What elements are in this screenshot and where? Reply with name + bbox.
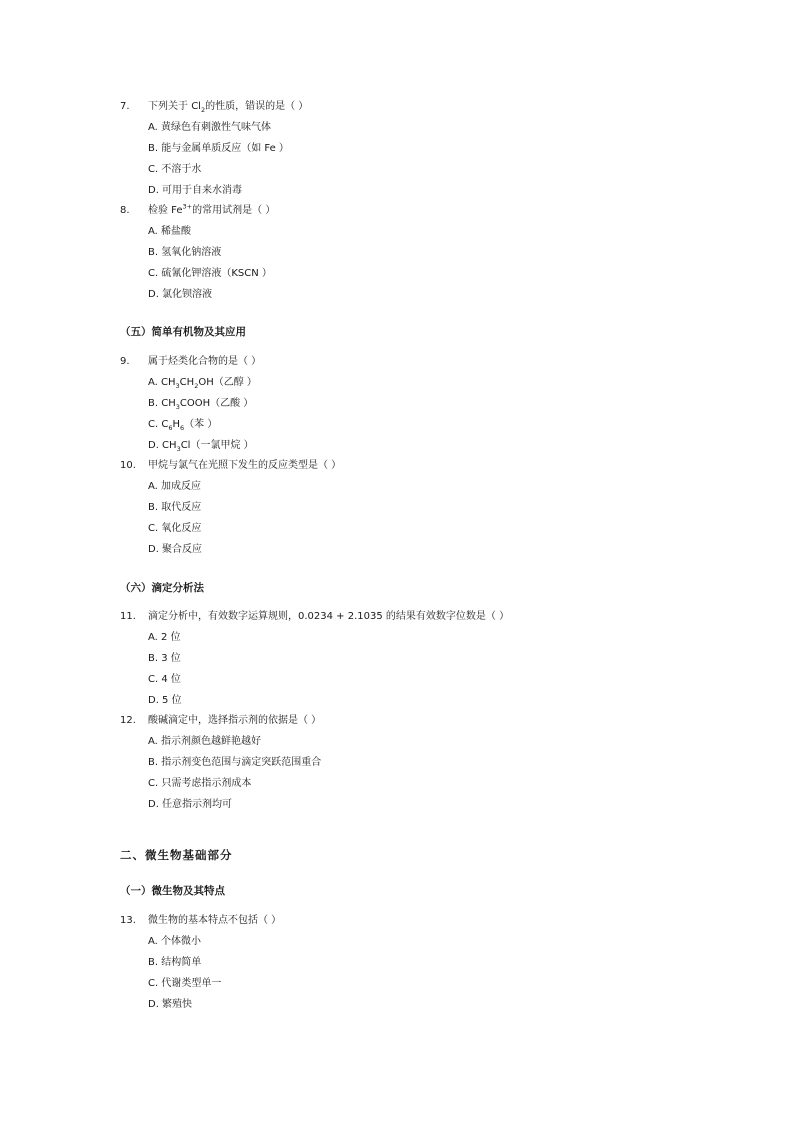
question-number: 9.: [120, 356, 130, 367]
question-stem-part: 的性质，错误的是（ ）: [205, 101, 309, 112]
option-d: D. 可用于自来水消毒: [148, 185, 243, 196]
subscript: 2: [194, 382, 199, 390]
question-8: [120, 204, 275, 218]
subsection-heading: （一）微生物及其特点: [120, 885, 225, 897]
option-b: B. 取代反应: [148, 502, 202, 513]
option-text: （苯 ）: [184, 419, 218, 430]
subscript: 6: [168, 424, 173, 432]
question-stem-part: 的常用试剂是（ ）: [192, 205, 276, 216]
section-heading: 二、微生物基础部分: [120, 848, 233, 862]
option-a: A. 2 位: [148, 632, 181, 643]
option-b: [148, 397, 253, 411]
option-a: [148, 376, 257, 390]
option-d: D. 聚合反应: [148, 544, 203, 555]
option-c: C. 不溶于水: [148, 164, 202, 175]
option-text: H: [172, 419, 180, 430]
question-stem: 滴定分析中，有效数字运算规则，0.0234 + 2.1035 的结果有效数字位数是（ ）: [148, 611, 510, 622]
question-stem-part: 检验 Fe: [148, 205, 183, 216]
option-text: CH: [179, 377, 195, 388]
option-d: D. 5 位: [148, 695, 182, 706]
option-c: C. 4 位: [148, 674, 181, 685]
question-13: [120, 914, 281, 928]
option-text: D. CH: [148, 440, 177, 451]
subscript: 3: [175, 403, 180, 411]
option-c: C. 只需考虑指示剂成本: [148, 778, 252, 789]
question-stem: 属于烃类化合物的是（ ）: [148, 356, 262, 367]
question-number: 7.: [120, 101, 130, 112]
option-c: C. 氧化反应: [148, 523, 202, 534]
option-a: A. 个体微小: [148, 936, 202, 947]
option-c: C. 代谢类型单一: [148, 978, 222, 989]
subscript: 2: [200, 106, 206, 114]
question-11: [120, 610, 509, 624]
option-text: B. CH: [148, 398, 176, 409]
option-c: C. 硫氰化钾溶液（KSCN ）: [148, 268, 272, 279]
option-b: B. 结构简单: [148, 957, 202, 968]
question-stem: 酸碱滴定中，选择指示剂的依据是（ ）: [148, 715, 322, 726]
option-d: D. 繁殖快: [148, 999, 193, 1010]
option-b: B. 3 位: [148, 653, 181, 664]
option-d: D. 任意指示剂均可: [148, 799, 233, 810]
option-c: [148, 418, 217, 432]
option-a: A. 加成反应: [148, 481, 202, 492]
question-stem-part: 下列关于: [148, 101, 192, 112]
option-a: A. 稀盐酸: [148, 226, 192, 237]
option-a: A. 指示剂颜色越鲜艳越好: [148, 736, 262, 747]
option-text: COOH（乙酸 ）: [179, 398, 254, 409]
formula: Cl: [191, 101, 201, 112]
option-d: D. 氯化钡溶液: [148, 289, 213, 300]
option-text: C. C: [148, 419, 169, 430]
superscript: 3+: [182, 202, 193, 211]
question-10: [120, 459, 341, 473]
subsection-heading: （五）简单有机物及其应用: [120, 326, 246, 338]
question-number: 10.: [120, 460, 136, 471]
subsection-heading: （六）滴定分析法: [120, 582, 204, 594]
question-number: 8.: [120, 205, 130, 216]
option-b: B. 氢氧化钠溶液: [148, 247, 222, 258]
question-number: 11.: [120, 611, 136, 622]
option-d: [148, 439, 254, 453]
question-stem: 微生物的基本特点不包括（ ）: [148, 915, 282, 926]
option-text: OH（乙醇 ）: [198, 377, 257, 388]
option-a: A. 黄绿色有刺激性气味气体: [148, 122, 272, 133]
subscript: 3: [175, 382, 180, 390]
option-b: B. 能与金属单质反应（如 Fe ）: [148, 143, 289, 154]
subscript: 6: [180, 424, 185, 432]
option-text: Cl（一氯甲烷 ）: [180, 440, 254, 451]
question-number: 12.: [120, 715, 136, 726]
option-b: B. 指示剂变色范围与滴定突跃范围重合: [148, 757, 322, 768]
question-7: [120, 100, 308, 114]
question-12: [120, 714, 321, 728]
question-9: [120, 355, 261, 369]
option-text: A. CH: [148, 377, 176, 388]
question-stem: 甲烷与氯气在光照下发生的反应类型是（ ）: [148, 460, 342, 471]
subscript: 3: [176, 445, 181, 453]
question-number: 13.: [120, 915, 136, 926]
